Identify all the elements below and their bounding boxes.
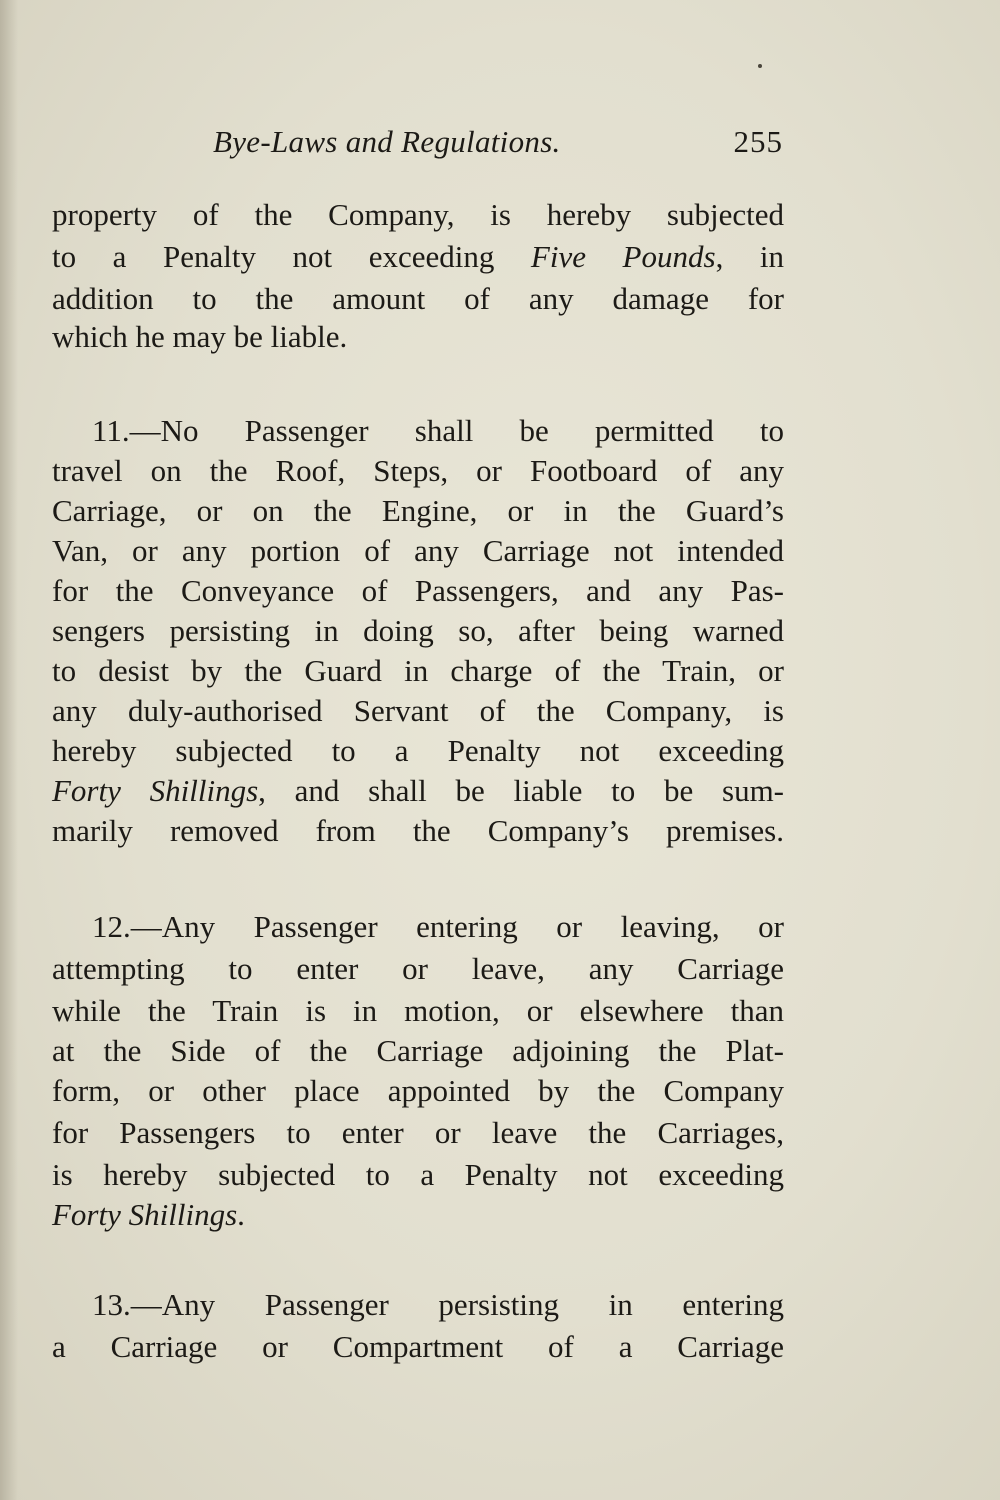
text-line: sengers persisting in doing so, after being warned [52, 613, 784, 648]
text-line: travel on the Roof, Steps, or Footboard of any [52, 453, 784, 488]
text-line: any duly-authorised Servant of the Company, is [52, 693, 784, 728]
running-head-title: Bye-Laws and Regulations. [213, 124, 561, 159]
text-line: Carriage, or on the Engine, or in the Guard’s [52, 493, 784, 528]
text-line: addition to the amount of any damage for [52, 281, 784, 316]
text-line: for Passengers to enter or leave the Carriages, [52, 1115, 784, 1150]
text-line: Forty Shillings. [52, 1197, 245, 1232]
text-line: which he may be liable. [52, 319, 348, 354]
text-line: a Carriage or Compartment of a Carriage [52, 1329, 784, 1364]
text-line: Forty Shillings, and shall be liable to be sum- [52, 773, 785, 808]
text-line: to a Penalty not exceeding Five Pounds, in [52, 239, 784, 274]
text-line: marily removed from the Company’s premises. [52, 813, 784, 848]
text-line: is hereby subjected to a Penalty not exceeding [52, 1157, 784, 1192]
text-line: hereby subjected to a Penalty not exceeding [52, 733, 784, 768]
text-line: attempting to enter or leave, any Carriage [52, 951, 784, 986]
page-number: 255 [733, 124, 783, 159]
text-line: while the Train is in motion, or elsewhere than [52, 993, 784, 1028]
text-line: 13.—Any Passenger persisting in entering [92, 1287, 784, 1322]
text-line: for the Conveyance of Passengers, and any Pas- [52, 573, 784, 608]
running-head [213, 124, 783, 166]
text-line: 11.—No Passenger shall be permitted to [92, 413, 784, 448]
ink-speck [758, 64, 762, 68]
text-line: 12.—Any Passenger entering or leaving, or [92, 909, 784, 944]
text-line: property of the Company, is hereby subjected [52, 197, 784, 232]
text-line: Van, or any portion of any Carriage not intended [52, 533, 784, 568]
text-line: form, or other place appointed by the Company [52, 1073, 784, 1108]
text-line: at the Side of the Carriage adjoining the Plat- [52, 1033, 784, 1068]
text-line: to desist by the Guard in charge of the Train, or [52, 653, 784, 688]
page-gutter-shadow [0, 0, 18, 1500]
